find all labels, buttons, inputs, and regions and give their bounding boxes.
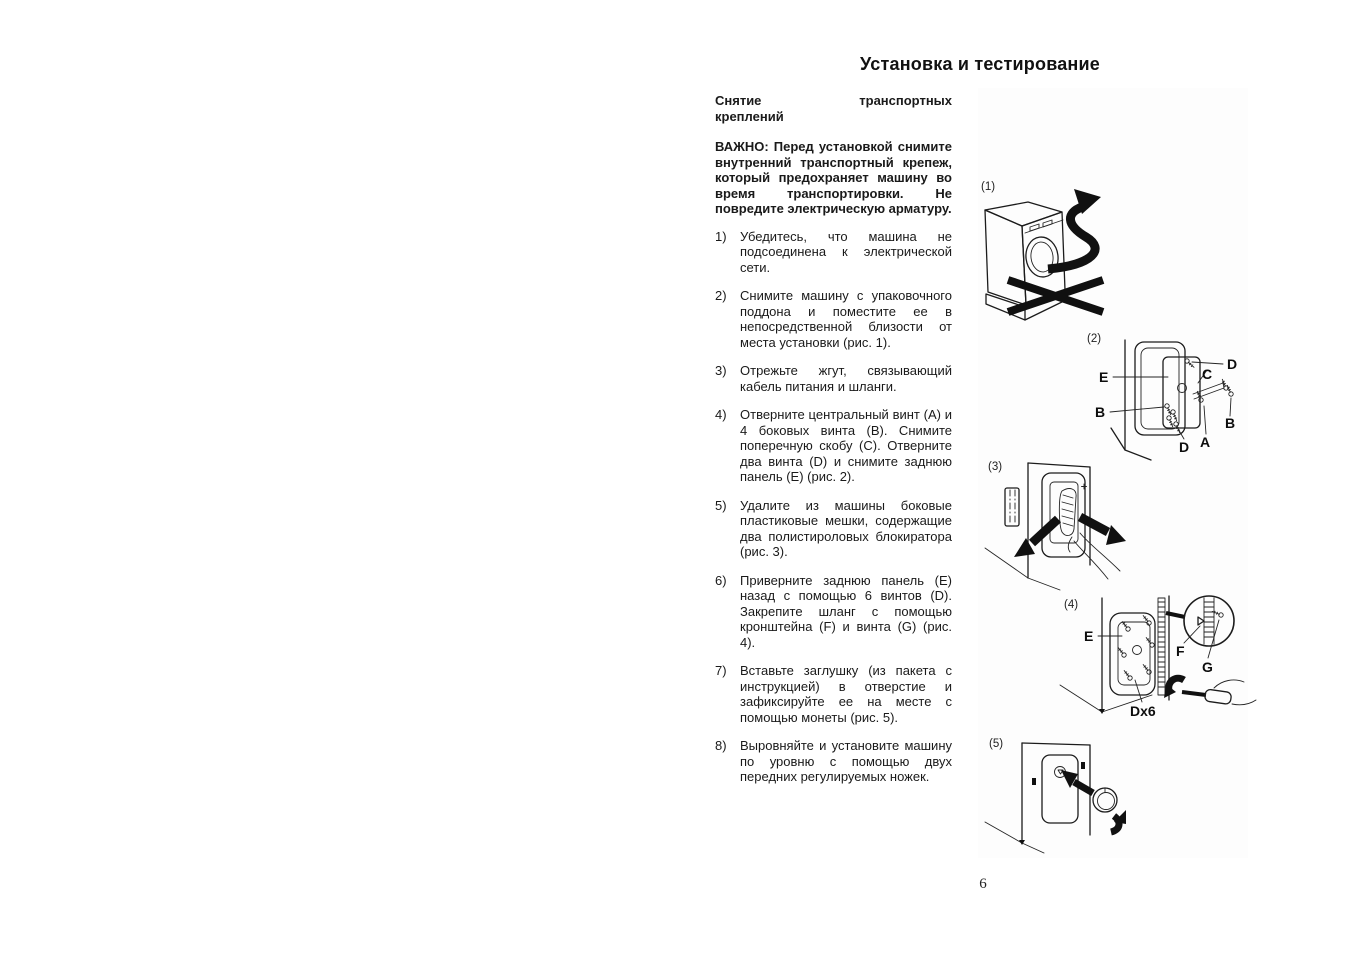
callout-D-bottom: D: [1179, 439, 1190, 455]
step-item-1: [715, 229, 952, 276]
figure-2-remove-bracket: [1081, 328, 1259, 468]
pull-out-arrows-icon: [1014, 517, 1126, 557]
callout-E: E: [1084, 628, 1094, 644]
callout-G: G: [1202, 659, 1213, 675]
step-item-5: [715, 498, 952, 560]
callout-B-left: B: [1095, 404, 1106, 420]
section-heading-line1: [715, 93, 952, 109]
figure-4-refit-panel: [1018, 588, 1258, 738]
step-item-8: [715, 738, 952, 785]
callout-C: C: [1202, 366, 1213, 382]
step-item-7: [715, 663, 952, 725]
ribbon-arrow-icon: [1048, 189, 1101, 269]
section-heading: [715, 93, 952, 124]
screwdriver-hand-illustration: [1164, 678, 1256, 705]
figure-5-label: (5): [989, 738, 1004, 750]
callout-E: E: [1099, 369, 1109, 385]
figure-1-remove-from-pallet: [978, 173, 1128, 333]
step-number: 8): [715, 738, 727, 753]
page-number: 6: [979, 876, 987, 892]
step-item-4: [715, 407, 952, 485]
plastic-bag-illustration: [1059, 489, 1076, 536]
step-text: Отверните центральный винт (А) и 4 боковых винта (В). Снимите поперечную скобу (С). Отверните два винта (D) и снимите заднюю панель (Е) (рис. 2).: [740, 407, 952, 484]
section-heading-line2: креплений: [715, 108, 784, 124]
step-item-3: [715, 363, 952, 394]
insert-arrow-icon: [1061, 770, 1093, 793]
step-text: Отрежьте жгут, связывающий кабель питания и шланги.: [740, 363, 952, 394]
important-note: ВАЖНО: Перед установкой снимите внутренний транспортный крепеж, который предохраняет машину во время транспортировки. Не повредите электрическую арматуру.: [715, 139, 952, 216]
callout-A: A: [1200, 434, 1211, 450]
step-text: Выровняйте и установите машину по уровню с помощью двух передних регулируемых ножек.: [740, 738, 952, 784]
step-text: Убедитесь, что машина не подсоединена к электрической сети.: [740, 228, 952, 275]
callout-D-top: D: [1227, 356, 1238, 372]
heading-word-right: транспортных: [859, 93, 952, 108]
page-title: Установка и тестирование: [860, 54, 1100, 74]
magnifier-detail-illustration: [1166, 596, 1234, 646]
step-text: Снимите машину с упаковочного поддона и поместите ее в непосредственной близости от места установки (рис. 1).: [740, 288, 952, 350]
step-text: Вставьте заглушку (из пакета с инструкцией) в отверстие и зафиксируйте ее на месте с помощью монеты (рис. 5).: [740, 663, 952, 725]
rotate-arrow-icon: [1111, 810, 1126, 832]
step-item-6: [715, 573, 952, 651]
step-number: 4): [715, 407, 727, 422]
step-item-2: [715, 288, 952, 350]
polystyrene-block-illustration: [1005, 488, 1019, 526]
text-column: [715, 93, 952, 798]
machine-rear-illustration: [1060, 596, 1169, 714]
step-number: 2): [715, 288, 727, 303]
step-number: 3): [715, 363, 727, 378]
heading-word-left: Снятие: [715, 93, 762, 108]
step-number: 1): [715, 228, 727, 244]
callout-Dx6: Dx6: [1130, 703, 1156, 719]
step-text: Удалите из машины боковые пластиковые мешки, содержащие два полистироловых блокиратора (рис. 3).: [740, 497, 952, 559]
figure-5-insert-plug: [980, 728, 1158, 868]
figure-3-label: (3): [988, 461, 1003, 473]
callout-F: F: [1176, 643, 1185, 659]
step-number: 6): [715, 572, 727, 588]
figures-panel: [978, 88, 1248, 858]
figure-2-label: (2): [1087, 333, 1102, 345]
figure-1-label: (1): [981, 181, 996, 193]
cross-out-x-icon: [1008, 280, 1103, 312]
step-number: 7): [715, 663, 727, 678]
figure-3-remove-bags: [980, 453, 1158, 593]
machine-rear-illustration: [985, 743, 1090, 853]
transport-crossbar-illustration: [1193, 383, 1224, 399]
step-number: 5): [715, 497, 727, 513]
plug-coin-illustration: [1093, 788, 1117, 812]
figure-4-label: (4): [1064, 599, 1079, 611]
callout-B-right: B: [1225, 415, 1236, 431]
step-text: Приверните заднюю панель (Е) назад с помощью 6 винтов (D). Закрепите шланг с помощью кронштейна (F) и винта (G) (рис. 4).: [740, 572, 952, 650]
